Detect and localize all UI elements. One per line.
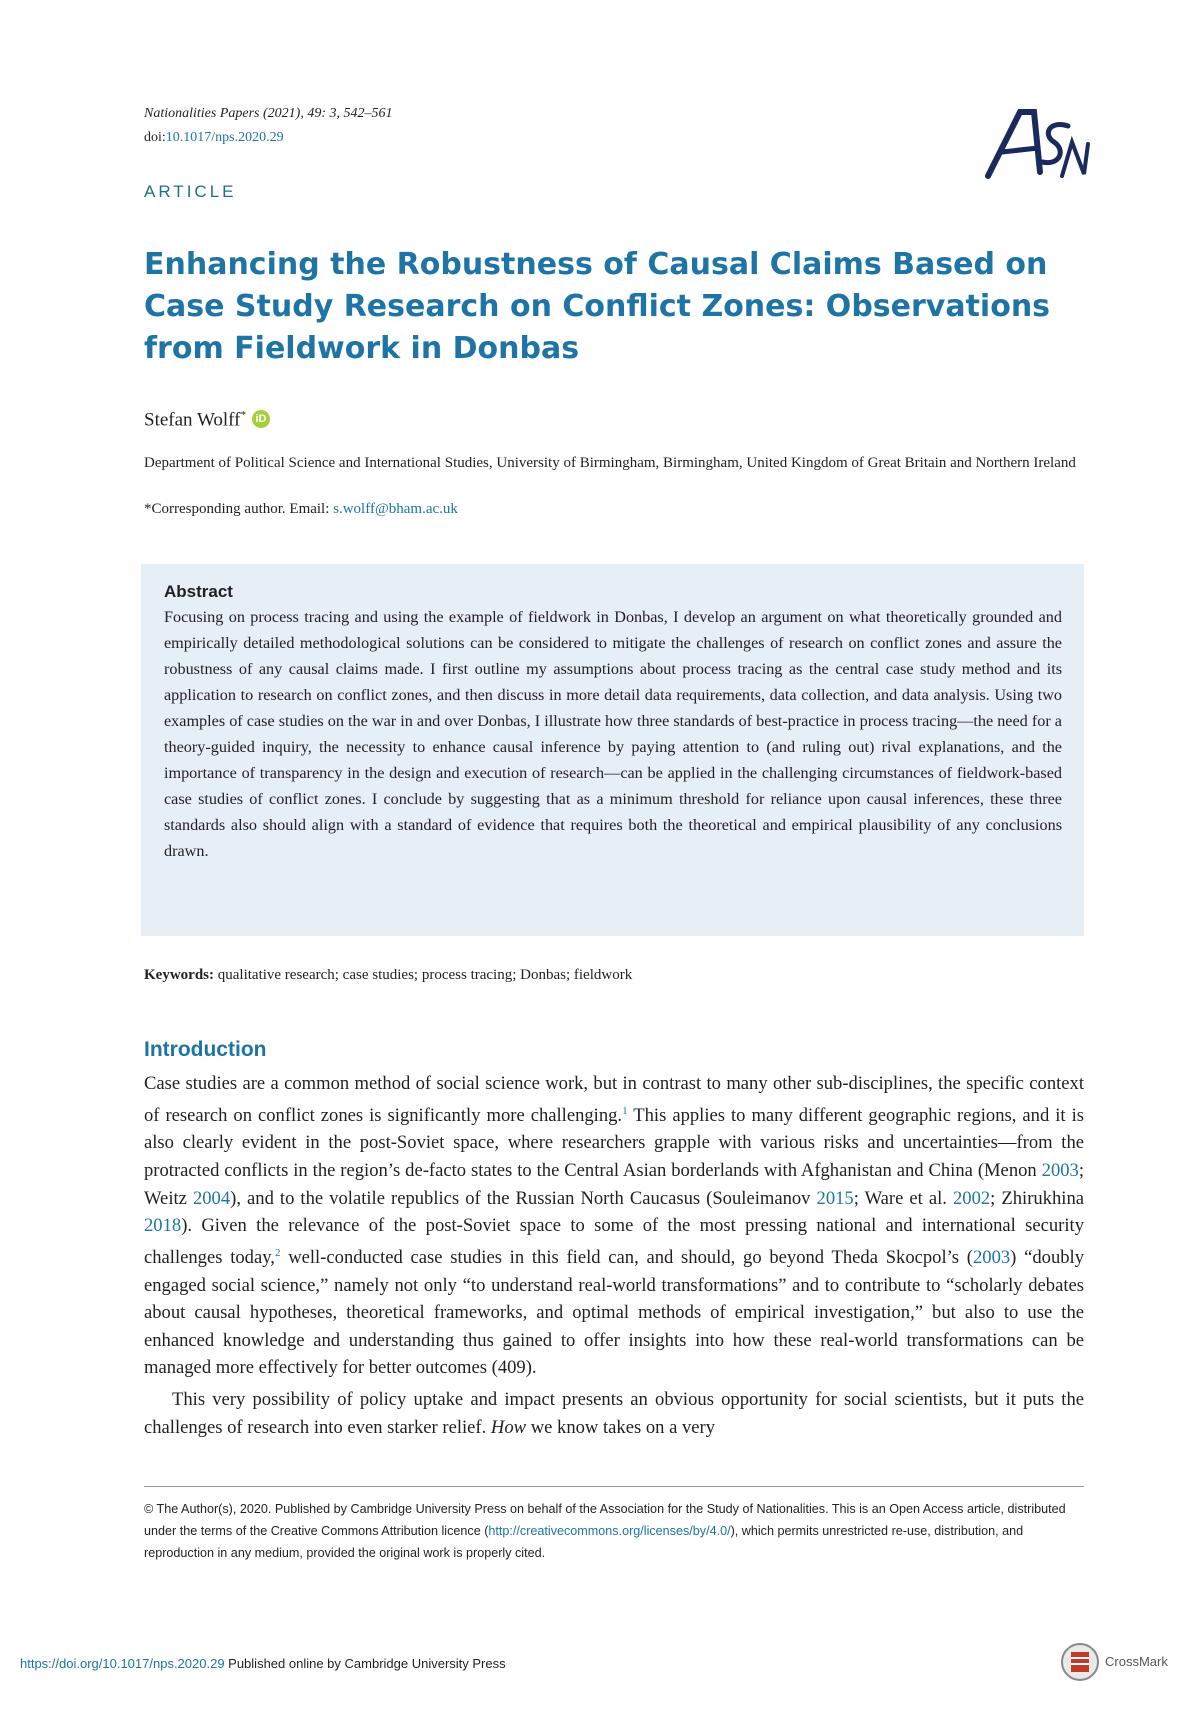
section-heading-introduction: Introduction	[144, 1038, 267, 1061]
introduction-body	[144, 1070, 1084, 1441]
journal-volume: (2021), 49: 3, 542–561	[259, 106, 393, 121]
footer-divider	[144, 1486, 1084, 1487]
abstract-heading: Abstract	[164, 582, 233, 601]
keywords-label: Keywords:	[144, 967, 214, 983]
citation-link[interactable]: 2002	[952, 1187, 991, 1209]
license-notice: © The Author(s), 2020. Published by Cambridge University Press on behalf of the Association for the Study of Nationalities. This is an Open Access article, distributed under the terms of the Creative Commons Attribution licence (http://creativecommons.org/licenses/by/4.0/), which permits unrestricted re-use, distribution, and reproduction in any medium, provided the original work is properly cited.	[144, 1502, 1066, 1560]
corresponding-prefix: *Corresponding author. Email:	[144, 501, 334, 517]
license-link[interactable]: http://creativecommons.org/licenses/by/4.0/	[488, 1524, 731, 1538]
article-title: Enhancing the Robustness of Causal Claims Based on Case Study Research on Conflict Zones: Observations from Fieldwork in Donbas	[144, 247, 1051, 366]
bottom-doi-line	[20, 1656, 506, 1671]
footnote-ref-1[interactable]: 1	[622, 1104, 628, 1117]
citation-link[interactable]: 2015	[816, 1187, 854, 1209]
crossmark-badge[interactable]	[1060, 1642, 1180, 1686]
abstract-box	[141, 564, 1084, 936]
author-line	[144, 403, 270, 432]
abstract-text: Focusing on process tracing and using the example of fieldwork in Donbas, I develop an argument on what theoretically grounded and empirically detailed methodological solutions can be considered to mitigate the challenges of research on conflict zones and assure the robustness of any causal claims made. I first outline my assumptions about process tracing as the central case study method and its application to research on conflict zones, and then discuss in more detail data requirements, data collection, and data analysis. Using two examples of case studies on the war in and over Donbas, I illustrate how three standards of best-practice in process tracing—the need for a theory-guided inquiry, the necessity to enhance causal inference by paying attention to (and ruling out) rival explanations, and the importance of transparency in the design and execution of research—can be applied in the challenging circumstances of fieldwork-based case studies of conflict zones. I conclude by suggesting that as a minimum threshold for reliance upon causal inferences, these three standards also should align with a standard of evidence that requires both the theoretical and empirical plausibility of any conclusions drawn.	[164, 608, 1062, 860]
journal-citation	[144, 104, 393, 124]
journal-name: Nationalities Papers	[144, 106, 260, 121]
doi-link[interactable]: 10.1017/nps.2020.29	[165, 130, 284, 145]
orcid-icon[interactable]: iD	[252, 410, 270, 428]
keywords	[144, 964, 632, 986]
footnote-ref-2[interactable]: 2	[274, 1246, 281, 1259]
bottom-doi-link[interactable]: https://doi.org/10.1017/nps.2020.29	[20, 1656, 225, 1671]
citation-link[interactable]: 2003	[972, 1246, 1011, 1268]
doi-label: doi:	[144, 130, 166, 145]
affiliation: Department of Political Science and International Studies, University of Birmingham, Birmingham, United Kingdom of Great Britain and Northern Ireland	[144, 455, 1076, 471]
paragraph-2: This very possibility of policy uptake and impact presents an obvious opportunity for social scientists, but it puts the challenges of research into even starker relief. How we know takes on a very	[144, 1388, 1084, 1438]
crossmark-label: CrossMark	[1105, 1654, 1168, 1669]
keywords-list: qualitative research; case studies; process tracing; Donbas; fieldwork	[214, 967, 633, 983]
author-name[interactable]: Stefan Wolff	[144, 409, 241, 431]
asn-logo	[980, 104, 1092, 184]
crossmark-icon	[1060, 1642, 1100, 1682]
paragraph-1: Case studies are a common method of social science work, but in contrast to many other sub-disciplines, the specific context of research on conflict zones is significantly more challenging.$^1$ This applies to many different geographic regions, and it is also clearly evident in the post-Soviet space, where researchers grapple with various risks and uncertainties—from the protracted conflicts in the region’s de-facto states to the Central Asian borderlands with Afghanistan and China (Menon 2003; Weitz 2004), and to the volatile republics of the Russian North Caucasus (Souleimanov 2015; Ware et al. 2002; Zhirukhina 2018). Given the relevance of the post-Soviet space to some of the most pressing national and international security challenges today,$^2$ well-conducted case studies in this field can, and should, go beyond Theda Skocpol’s (2003) “doubly engaged social science,” namely not only “to understand real-world transformations” and to contribute to “scholarly debates about causal hypotheses, theoretical frameworks, and optimal methods of empirical investigation,” but also to use the enhanced knowledge and understanding thus gained to offer insights into how these real-world transformations can be managed more effectively for better outcomes (409).	[144, 1073, 1085, 1379]
corresponding-author	[144, 498, 458, 521]
doi-line	[144, 128, 284, 148]
author-email-link[interactable]: s.wolff@bham.ac.uk	[333, 501, 458, 517]
author-mark: *	[240, 409, 246, 421]
published-online: Published online by Cambridge University Press	[224, 1656, 506, 1671]
citation-link[interactable]: 2018	[144, 1215, 182, 1237]
citation-link[interactable]: 2004	[192, 1187, 231, 1209]
article-type: ARTICLE	[144, 182, 237, 201]
citation-link[interactable]: 2003	[1041, 1159, 1079, 1181]
